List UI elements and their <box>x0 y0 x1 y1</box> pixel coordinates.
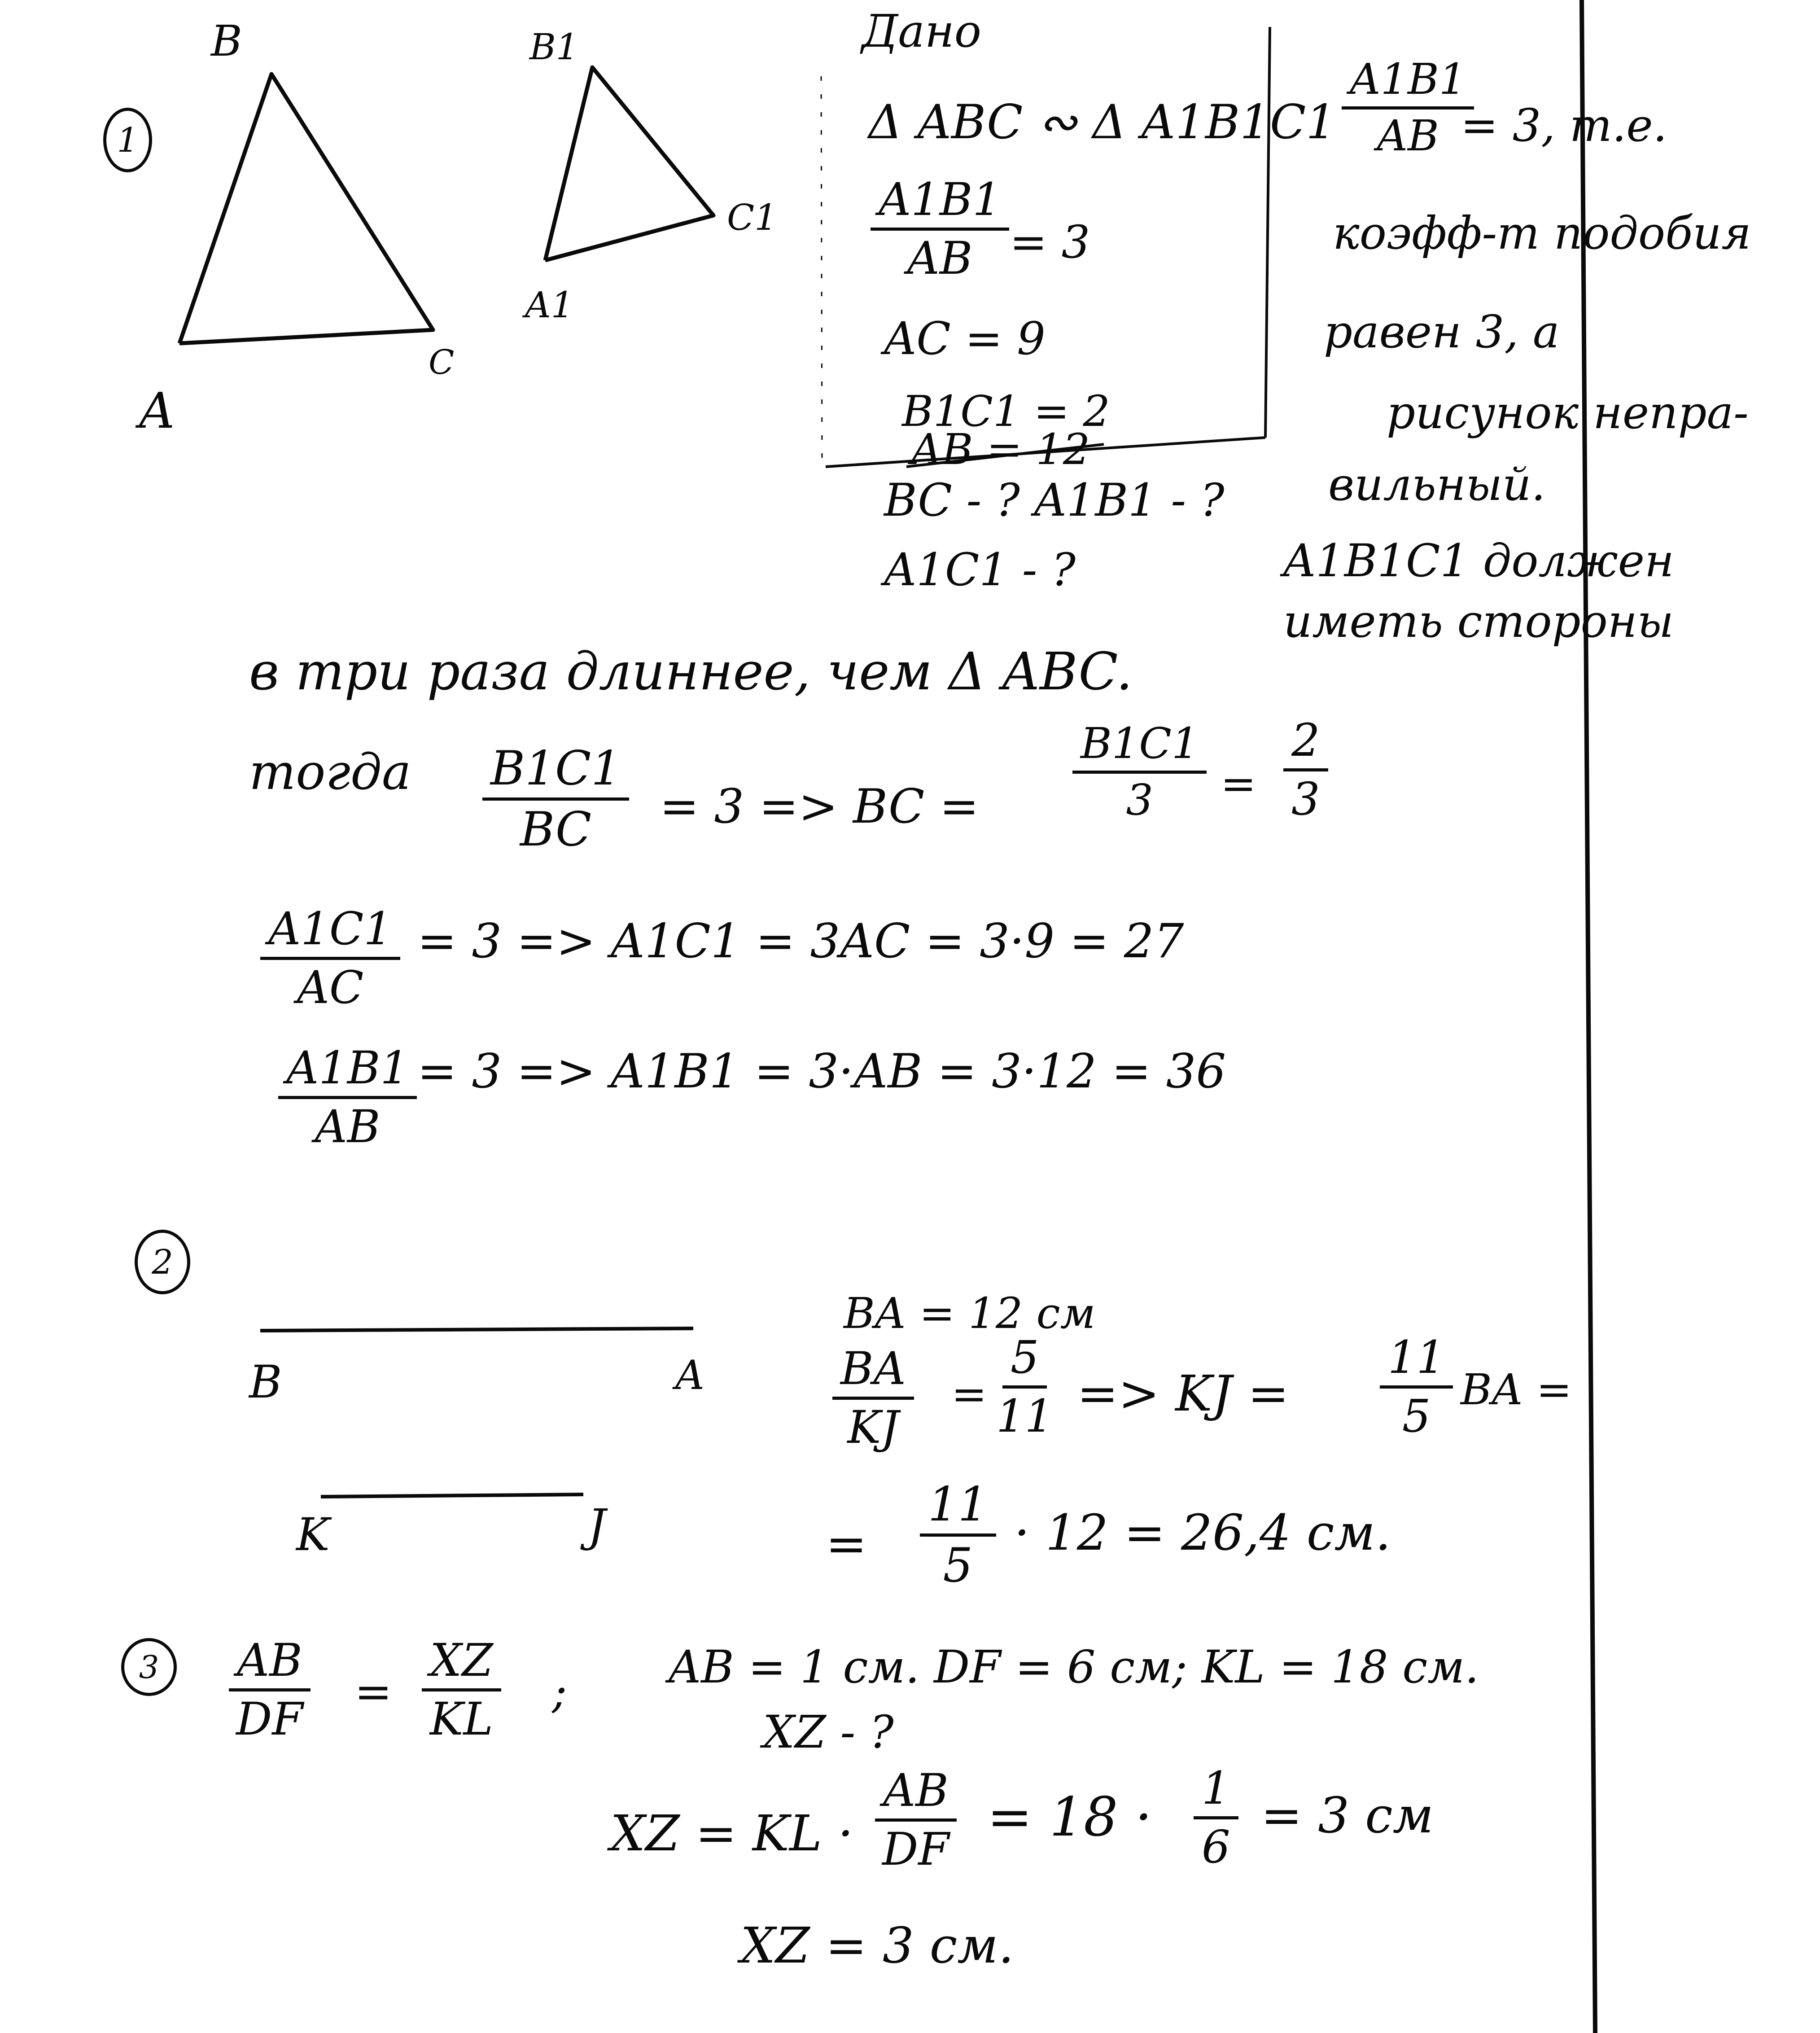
p2-frac-11-5 <box>1380 1331 1453 1442</box>
p2-frac-num2: 5 <box>1002 1335 1047 1389</box>
given-box-right <box>1265 27 1270 438</box>
p2-frac3 <box>920 1477 996 1593</box>
eq1-den2: 3 <box>1126 776 1153 825</box>
note-line-2: коэфф-т подобия <box>1333 207 1751 259</box>
segment-ba <box>260 1328 693 1331</box>
p3-answer: XZ = 3 см. <box>740 1917 1014 1974</box>
given-ratio <box>871 173 1009 285</box>
seg-ba-right-label: A <box>675 1352 704 1399</box>
triangle-a1b1c1 <box>545 67 713 260</box>
p3-result: = 3 см <box>1261 1787 1434 1844</box>
p3-frac-d-den: 6 <box>1202 1821 1230 1873</box>
p2-line2-rest: · 12 = 26,4 см. <box>1014 1504 1391 1561</box>
eq1-num2: B1C1 <box>1072 723 1207 774</box>
given-b1c1: B1C1 = 2 <box>902 387 1110 436</box>
p3-frac-a-num: AB <box>229 1638 311 1691</box>
p2-frac-den2: 11 <box>996 1390 1054 1442</box>
note-ratio <box>1342 55 1474 161</box>
triangle-abc <box>179 74 433 343</box>
eq3-rest: = 3 => A1B1 = 3·AB = 3·12 = 36 <box>417 1044 1226 1099</box>
given-ac: AC = 9 <box>884 312 1046 365</box>
p2-frac-5-11 <box>996 1331 1054 1442</box>
eq1-num: B1C1 <box>482 745 629 801</box>
p3-frac-xz-kl <box>422 1634 501 1745</box>
p2-frac2-den: 5 <box>1402 1390 1431 1442</box>
p3-find: XZ - ? <box>763 1706 894 1758</box>
note-line-7: иметь стороны <box>1283 595 1674 648</box>
given-find-1: BC - ? A1B1 - ? <box>884 474 1225 526</box>
note-ratio-den: AB <box>1377 111 1439 161</box>
given-title: Дано <box>862 5 981 57</box>
note-line-1: = 3, т.е. <box>1461 99 1667 152</box>
eq1-den3: 3 <box>1291 773 1320 825</box>
p3-frac-d <box>1194 1762 1238 1873</box>
vertex-b1-label: B1 <box>529 26 579 68</box>
note-line-4: рисунок непра- <box>1387 386 1749 439</box>
p3-mid: = 18 · <box>987 1786 1152 1849</box>
given-ratio-value: = 3 <box>1010 216 1090 268</box>
p2-frac-ba-kj <box>832 1342 914 1454</box>
eq2-den: AC <box>297 961 364 1014</box>
seg-kj-left-label: K <box>296 1508 330 1561</box>
seg-kj-right-label: J <box>588 1499 606 1552</box>
p3-frac-c-den: DF <box>882 1823 949 1875</box>
eq2-frac <box>260 903 400 1014</box>
p3-frac-b-den: KL <box>429 1693 493 1745</box>
page-margin-line <box>1582 0 1595 2033</box>
p3-eq: = <box>354 1665 392 1718</box>
p3-sep: ; <box>552 1665 567 1718</box>
given-box-left <box>821 76 822 467</box>
eq1-frac-right <box>1283 714 1328 825</box>
p2-frac-num: BA <box>832 1346 914 1400</box>
given-ratio-num: A1B1 <box>871 177 1009 231</box>
eq1-rest: = 3 => BC = <box>660 779 979 834</box>
seg-ba-left-label: B <box>249 1356 282 1408</box>
text-then: тогда <box>249 743 411 801</box>
note-ratio-num: A1B1 <box>1342 58 1474 110</box>
p3-frac-d-num: 1 <box>1194 1766 1238 1819</box>
vertex-a-label: A <box>139 382 175 439</box>
p3-frac-b-num: XZ <box>422 1638 501 1691</box>
p2-frac-den: KJ <box>847 1401 899 1454</box>
text-three-times-longer: в три раза длиннее, чем Δ ABC. <box>249 642 1133 702</box>
note-line-5: вильный. <box>1328 458 1546 511</box>
p2-frac2-num: 11 <box>1380 1335 1453 1389</box>
eq1-eq: = <box>1221 759 1256 809</box>
given-find-2: A1C1 - ? <box>884 543 1076 596</box>
vertex-b-label: B <box>211 17 242 66</box>
p2-frac-eq: = <box>951 1370 987 1419</box>
given-ab: AB = 12 <box>911 425 1090 474</box>
eq1-frac-mid <box>1072 719 1207 825</box>
vertex-c1-label: C1 <box>727 197 778 238</box>
p3-frac-a-den: DF <box>236 1693 303 1745</box>
p2-given: BA = 12 см <box>844 1289 1096 1338</box>
p2-frac3-num: 11 <box>920 1481 996 1537</box>
vertex-c-label: C <box>429 342 455 382</box>
p3-xz-line: XZ = KL · <box>610 1805 853 1862</box>
given-similar: Δ ABC ∾ Δ A1B1C1 <box>868 95 1336 149</box>
p3-frac-ab-df <box>229 1634 311 1745</box>
p3-given: AB = 1 см. DF = 6 см; KL = 18 см. <box>669 1641 1479 1693</box>
p2-frac3-den: 5 <box>943 1538 973 1593</box>
note-line-3: равен 3, а <box>1324 306 1560 358</box>
p2-line2-eq: = <box>826 1515 867 1573</box>
p3-frac-c <box>875 1764 957 1875</box>
p2-tail: BA = <box>1461 1365 1572 1415</box>
eq2-num: A1C1 <box>260 907 400 960</box>
segment-kj <box>321 1494 583 1497</box>
p2-implies: => KJ = <box>1077 1365 1289 1422</box>
note-line-6: A1B1C1 должен <box>1283 535 1674 587</box>
eq3-num: A1B1 <box>278 1046 417 1099</box>
vertex-a1-label: A1 <box>525 284 574 326</box>
eq2-rest: = 3 => A1C1 = 3AC = 3·9 = 27 <box>417 914 1184 968</box>
eq3-frac <box>278 1042 417 1153</box>
problem-1-number: 1 <box>103 108 152 172</box>
problem-3-number: 3 <box>121 1638 177 1696</box>
problem-2-number: 2 <box>135 1230 190 1294</box>
eq1-frac-left <box>482 741 629 857</box>
eq3-den: AB <box>315 1100 381 1153</box>
eq1-num3: 2 <box>1283 718 1328 771</box>
given-ratio-den: AB <box>907 232 973 285</box>
eq1-den: BC <box>520 802 592 857</box>
p3-frac-c-num: AB <box>875 1768 957 1822</box>
